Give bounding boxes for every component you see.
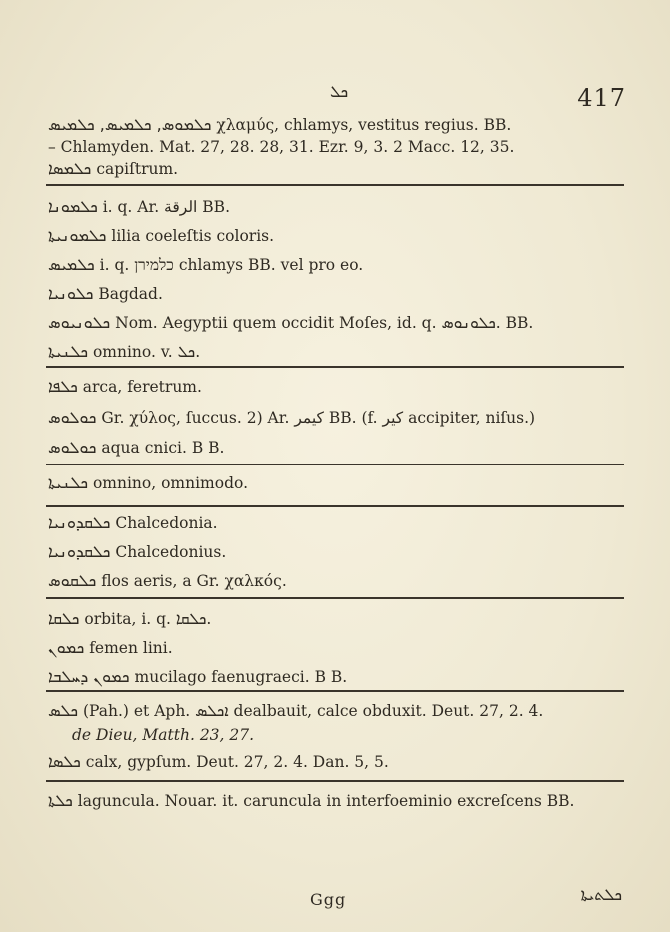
entry-line — [48, 751, 638, 773]
syriac-headword: ܟܠܡܝܣ — [48, 255, 95, 274]
page-number: 417 — [577, 84, 626, 112]
entry-line — [48, 341, 638, 363]
entry-line — [48, 570, 638, 592]
entry-text: Chalcedonius. — [115, 543, 227, 561]
section-divider — [46, 464, 624, 465]
entry-line — [48, 512, 638, 534]
syriac-headword: ܟܠܘܢܝܐ — [48, 284, 94, 303]
syriac-headword: ܟܠܢܝܬܐ — [48, 473, 89, 492]
entry-text: Nom. Aegyptii quem occidit Moſes, id. q. ܟܠܘܢܘܣ. BB. — [115, 314, 534, 332]
entry-text: omnino. v. ܟܠ. — [92, 343, 201, 361]
page-header — [0, 82, 670, 116]
section-divider — [46, 597, 624, 599]
entry-line — [48, 407, 638, 429]
entry-line — [48, 254, 638, 276]
syriac-headword: ܟܡܘܢ — [48, 638, 85, 657]
entry-text: omnino, omnimodo. — [92, 474, 248, 492]
entry-line — [48, 136, 638, 158]
syriac-headword: ܟܘܠܘܣ — [48, 408, 97, 427]
entry-line — [48, 283, 638, 305]
entry-line — [48, 541, 638, 563]
entry-text: mucilago faenugraeci. B B. — [134, 668, 348, 686]
syriac-headword: ܟܠܡܘܢܐ — [48, 197, 98, 216]
syriac-headword: ܟܠܣܐ — [48, 752, 81, 771]
syriac-headword: ܟܡܘܢ ܕܚܠܒܐ — [48, 667, 130, 686]
entry-text: i. q. כלמירן chlamys BB. vel pro eo. — [99, 256, 364, 274]
syriac-headword: ܟܠܩܘܣ — [48, 571, 97, 590]
entry-text: capiſtrum. — [96, 160, 179, 178]
entry-line — [48, 637, 638, 659]
syriac-headword: ܟܠܢܝܬܐ — [48, 342, 89, 361]
entry-line — [48, 114, 638, 136]
syriac-headword: ܟܠܣ — [48, 701, 79, 720]
entry-text: – Chlamyden. Mat. 27, 28. 28, 31. Ezr. 9, 3. 2 Macc. 12, 35. — [48, 138, 515, 156]
entry-text: Bagdad. — [98, 285, 163, 303]
syriac-headword: ܟܠܩܕܘܢܝܐ — [48, 513, 111, 532]
entry-text: Chalcedonia. — [115, 514, 218, 532]
entry-text: flos aeris, a Gr. χαλκός. — [101, 572, 287, 590]
entry-line — [48, 312, 638, 334]
entry-line — [48, 608, 638, 630]
entry-line — [48, 700, 638, 722]
entry-text: aqua cnici. B B. — [101, 439, 225, 457]
entry-text: Gr. χύλος, ſuccus. 2) Ar. كيمر BB. (f. كير accipiter, niſus.) — [101, 409, 536, 427]
section-divider — [46, 780, 624, 782]
entry-text: femen lini. — [89, 639, 173, 657]
entry-line — [48, 790, 638, 812]
syriac-headword: ܟܠܘܢܝܘܣ — [48, 313, 111, 332]
entry-line — [48, 196, 638, 218]
entry-text: i. q. Ar. الرقة BB. — [102, 198, 230, 216]
entry-text: de Dieu, Matth. 23, 27. — [72, 726, 255, 744]
entry-text: laguncula. Nouar. it. caruncula in interfoeminio excreſcens BB. — [77, 792, 575, 810]
running-head: ܟܠ — [330, 82, 349, 101]
entry-line — [48, 376, 638, 398]
entry-line — [48, 437, 638, 459]
entry-text: χλαμύς, chlamys, vestitus regius. BB. — [216, 116, 512, 134]
entry-text: arca, feretrum. — [82, 378, 202, 396]
syriac-headword: ܟܠܦܐ — [48, 377, 78, 396]
syriac-headword: ܟܘܠܘܣ — [48, 438, 97, 457]
section-divider — [46, 690, 624, 692]
entry-line — [48, 666, 638, 688]
signature-mark: Ggg — [310, 890, 347, 909]
syriac-headword: ܟܠܬܐ — [48, 791, 73, 810]
entry-text: orbita, i. q. ܟܠܩܐ. — [84, 610, 212, 628]
entry-text: calx, gypſum. Deut. 27, 2. 4. Dan. 5, 5. — [85, 753, 389, 771]
syriac-headword: ܟܠܡܘܣ, ܟܠܡܝܣ, ܟܠܡܝܣ — [48, 115, 212, 134]
entry-line — [48, 225, 638, 247]
syriac-headword: ܟܠܩܐ — [48, 609, 80, 628]
section-divider — [46, 184, 624, 186]
entry-text: (Pah.) et Aph. ܐܟܠܣ dealbauit, calce obduxit. Deut. 27, 2. 4. — [82, 702, 544, 720]
entry-line — [72, 724, 662, 746]
entry-line — [48, 158, 638, 180]
syriac-headword: ܟܠܩܕܘܢܝܐ — [48, 542, 111, 561]
catchword: ܟܠܬܝܬܐ — [580, 885, 622, 904]
section-divider — [46, 366, 624, 368]
section-divider — [46, 505, 624, 507]
syriac-headword: ܟܠܡܣܐ — [48, 159, 92, 178]
entry-line — [48, 472, 638, 494]
entry-text: lilia coeleſtis coloris. — [111, 227, 275, 245]
syriac-headword: ܟܠܡܘܢܝܬܐ — [48, 226, 107, 245]
